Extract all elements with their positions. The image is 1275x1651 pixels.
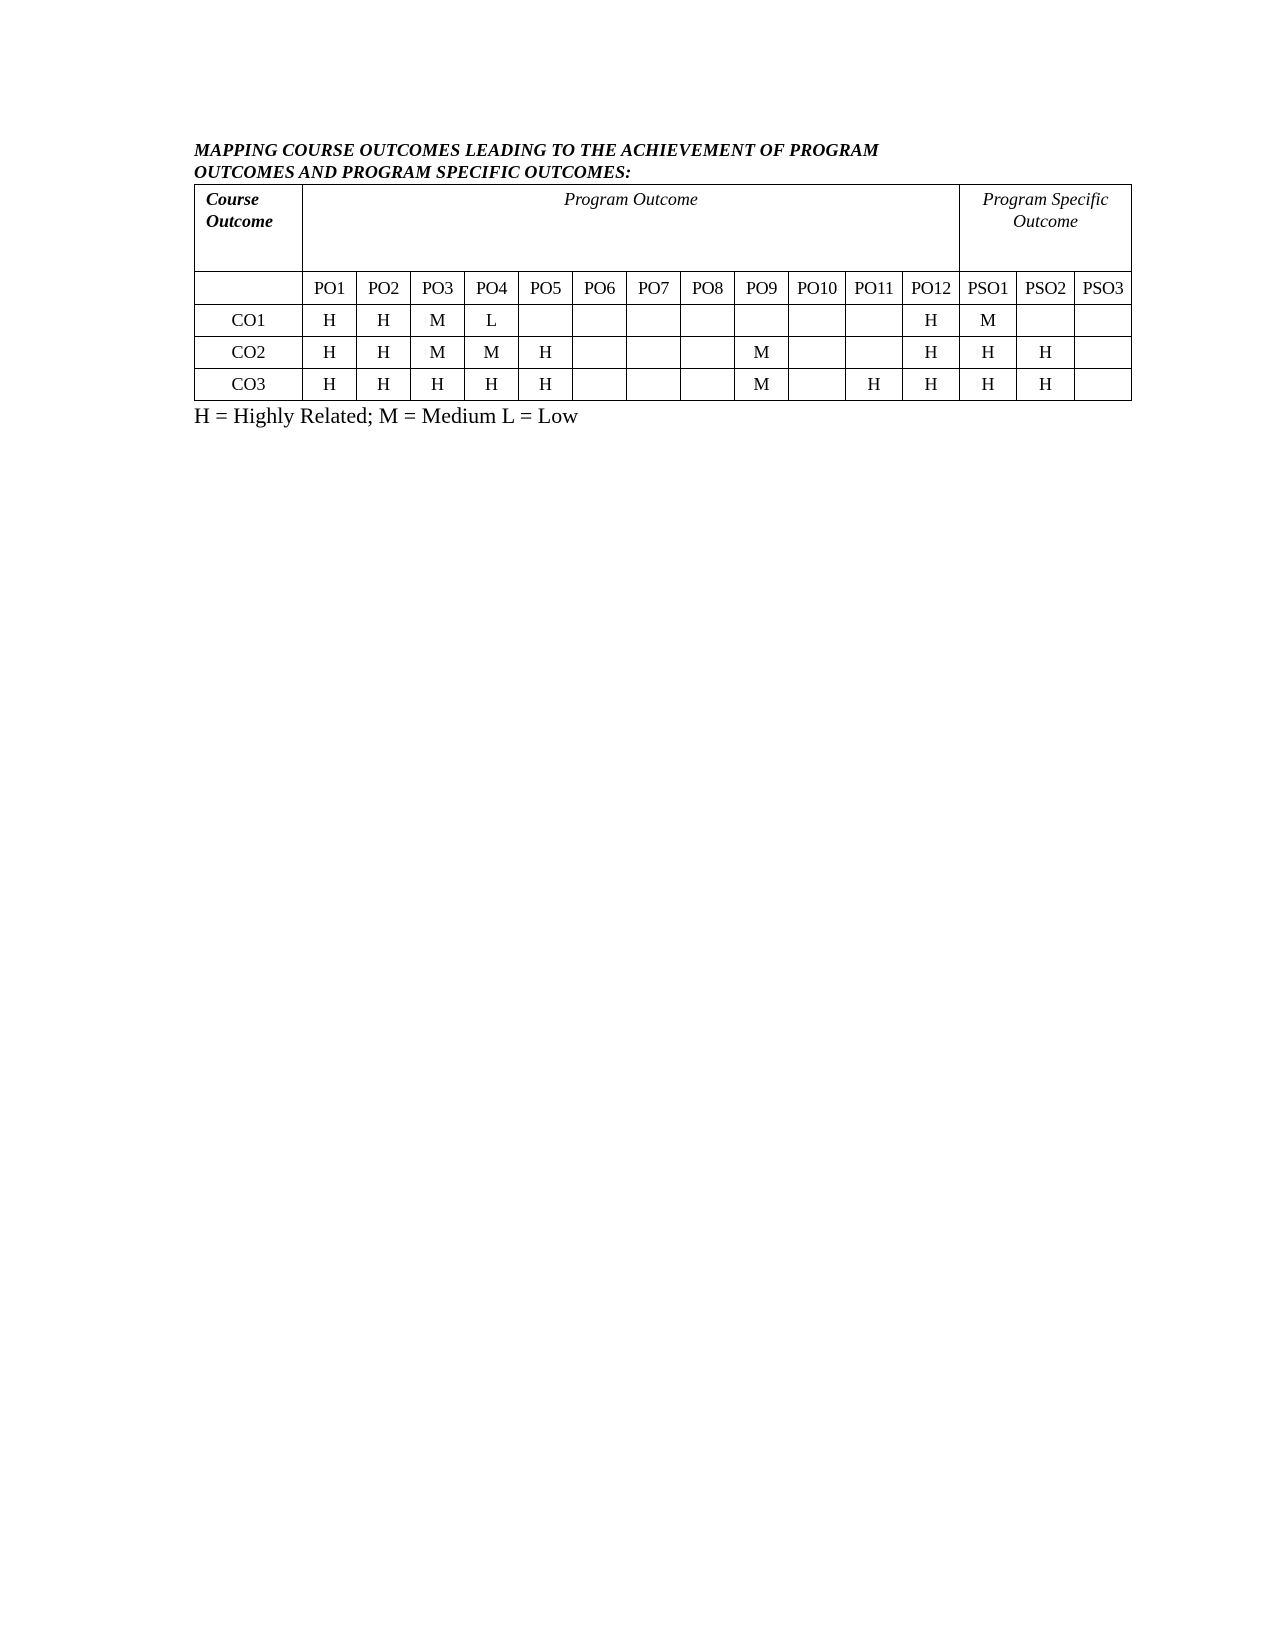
mapping-cell-po5 <box>519 305 573 337</box>
mapping-cell-pso3 <box>1075 305 1132 337</box>
table-row-co3 <box>195 369 1132 401</box>
mapping-cell-po6 <box>573 369 627 401</box>
mapping-cell-po4: H <box>465 369 519 401</box>
mapping-cell-po7 <box>627 369 681 401</box>
mapping-cell-pso1: M <box>960 305 1017 337</box>
table-row-co1 <box>195 305 1132 337</box>
column-header-pso3: PSO3 <box>1075 272 1132 305</box>
column-header-pso2: PSO2 <box>1017 272 1075 305</box>
mapping-cell-po2: H <box>357 305 411 337</box>
mapping-cell-pso1: H <box>960 337 1017 369</box>
mapping-cell-po7 <box>627 337 681 369</box>
mapping-cell-po12: H <box>903 369 960 401</box>
mapping-cell-po11 <box>846 305 903 337</box>
column-header-pso1: PSO1 <box>960 272 1017 305</box>
mapping-cell-po8 <box>681 369 735 401</box>
column-header-po11: PO11 <box>846 272 903 305</box>
column-header-po5: PO5 <box>519 272 573 305</box>
mapping-cell-po2: H <box>357 337 411 369</box>
mapping-cell-po2: H <box>357 369 411 401</box>
table-row-co2 <box>195 337 1132 369</box>
column-header-po1: PO1 <box>303 272 357 305</box>
column-header-po10: PO10 <box>789 272 846 305</box>
mapping-cell-po9: M <box>735 369 789 401</box>
mapping-cell-po12: H <box>903 305 960 337</box>
mapping-cell-po1: H <box>303 369 357 401</box>
mapping-cell-po6 <box>573 337 627 369</box>
column-header-po7: PO7 <box>627 272 681 305</box>
program-specific-outcome-header: Program Specific Outcome <box>960 185 1132 272</box>
column-header-po8: PO8 <box>681 272 735 305</box>
mapping-cell-pso2: H <box>1017 369 1075 401</box>
mapping-cell-po3: M <box>411 305 465 337</box>
mapping-cell-pso3 <box>1075 337 1132 369</box>
row-label: CO1 <box>195 305 303 337</box>
row-label: CO2 <box>195 337 303 369</box>
mapping-cell-po10 <box>789 369 846 401</box>
table-header-row <box>195 185 1132 272</box>
legend-text: H = Highly Related; M = Medium L = Low <box>194 403 579 428</box>
program-outcome-header: Program Outcome <box>303 185 960 272</box>
column-header-po6: PO6 <box>573 272 627 305</box>
column-header-po3: PO3 <box>411 272 465 305</box>
mapping-cell-pso2: H <box>1017 337 1075 369</box>
mapping-cell-pso1: H <box>960 369 1017 401</box>
column-header-po2: PO2 <box>357 272 411 305</box>
outcome-codes-row <box>195 272 1132 305</box>
mapping-cell-po10 <box>789 305 846 337</box>
mapping-cell-po3: H <box>411 369 465 401</box>
mapping-cell-po11 <box>846 337 903 369</box>
mapping-cell-po12: H <box>903 337 960 369</box>
mapping-cell-po5: H <box>519 337 573 369</box>
mapping-cell-pso3 <box>1075 369 1132 401</box>
mapping-cell-po5: H <box>519 369 573 401</box>
mapping-cell-po6 <box>573 305 627 337</box>
mapping-cell-po9 <box>735 305 789 337</box>
mapping-cell-po9: M <box>735 337 789 369</box>
mapping-cell-po3: M <box>411 337 465 369</box>
document-heading <box>194 139 1094 183</box>
co-po-mapping-table <box>194 184 1132 401</box>
column-header-po9: PO9 <box>735 272 789 305</box>
heading-line-2: OUTCOMES AND PROGRAM SPECIFIC OUTCOMES: <box>194 162 632 182</box>
mapping-cell-po7 <box>627 305 681 337</box>
mapping-cell-po8 <box>681 305 735 337</box>
row-label: CO3 <box>195 369 303 401</box>
outcome-codes-corner-cell <box>195 272 303 305</box>
mapping-cell-po10 <box>789 337 846 369</box>
mapping-cell-po11: H <box>846 369 903 401</box>
heading-line-1: MAPPING COURSE OUTCOMES LEADING TO THE ACHIEVEMENT OF PROGRAM <box>194 140 879 160</box>
mapping-cell-pso2 <box>1017 305 1075 337</box>
column-header-po12: PO12 <box>903 272 960 305</box>
mapping-cell-po1: H <box>303 305 357 337</box>
course-outcome-header: Course Outcome <box>195 185 303 272</box>
mapping-cell-po4: M <box>465 337 519 369</box>
mapping-cell-po8 <box>681 337 735 369</box>
mapping-cell-po4: L <box>465 305 519 337</box>
mapping-cell-po1: H <box>303 337 357 369</box>
column-header-po4: PO4 <box>465 272 519 305</box>
